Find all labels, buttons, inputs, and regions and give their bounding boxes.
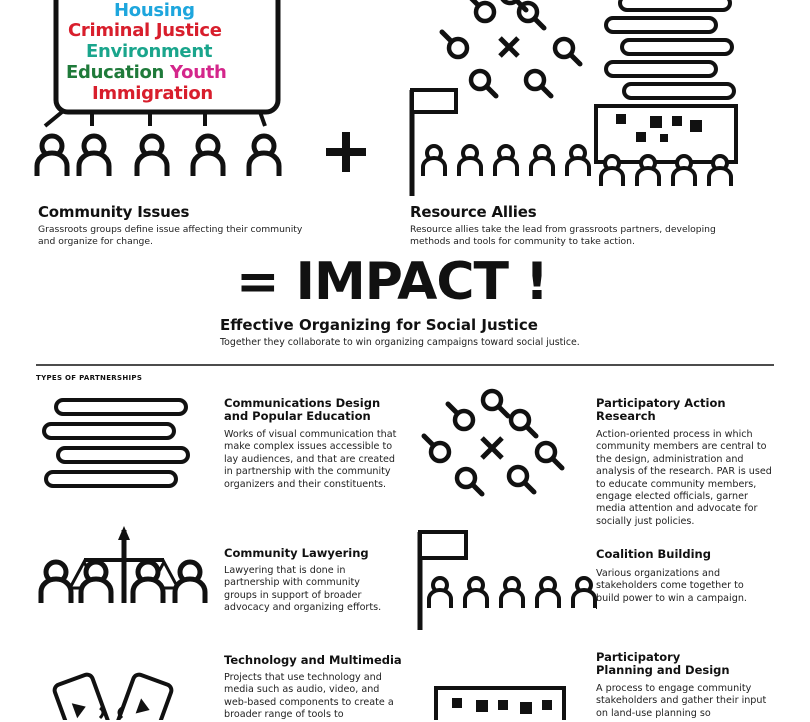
issue-immigration [92,85,213,103]
issue-label: Youth [170,62,227,83]
community-group-icon [32,136,282,196]
issue-label: Criminal Justice [68,20,222,41]
issue-criminal-justice [68,22,222,40]
coalition-group-icon [420,532,596,630]
partnership-desc-planning: A process to engage community stakeholders and gather their input on land-use planning so [596,683,767,719]
speech-bubbles-icon [606,0,734,98]
community-issues-desc: Grassroots groups define issue affecting their community and organize for change. [38,224,303,247]
issue-housing [114,2,195,20]
issue-education-youth [66,64,227,82]
partnership-desc-comm-design: Works of visual communication that make complex issues accessible to lay audiences, and that are created in partnership with the community organizers and their constituents. [224,429,397,490]
impact-subtitle: Effective Organizing for Social Justice [220,316,538,334]
section-label: TYPES OF PARTNERSHIPS [36,374,143,382]
issue-label: Housing [114,0,195,21]
planning-design-icon [436,688,564,720]
partnership-desc-coalition: Various organizations and stakeholders come together to build power to win a campaign. [596,568,747,604]
partnership-title-coalition: Coalition Building [596,547,711,561]
partnership-desc-par: Action-oriented process in which community members are central to the design, administration and analysis of the research. PAR is used to educate community members, engage elected officials, garner media attention and advocate for socially just policies. [596,429,772,527]
issue-environment [86,43,212,61]
issue-label: Immigration [92,83,213,104]
issue-label: Education [66,62,165,83]
impact-headline: = IMPACT ! [236,252,548,312]
coalition-flag-icon [412,90,593,198]
resource-allies-title: Resource Allies [410,203,537,221]
plus-icon [326,132,366,172]
partnership-title-planning: Participatory Planning and Design [596,650,730,677]
partnership-title-lawyering: Community Lawyering [224,546,369,560]
resource-allies-desc: Resource allies take the lead from grassroots partners, developing methods and tools for community to take action. [410,224,716,247]
planning-table-icon [596,106,741,200]
phones-multimedia-icon [53,673,173,720]
lawyering-scales-icon [36,526,211,623]
partnership-desc-technology: Projects that use technology and media such as audio, video, and web-based components to create a broader range of tools to [224,672,394,721]
partnership-title-par: Participatory Action Research [596,396,726,423]
par-magnifier-icon [424,391,562,494]
issue-label: Environment [86,41,213,62]
impact-desc: Together they collaborate to win organizing campaigns toward social justice. [220,337,580,348]
research-magnifier-icon [442,0,580,96]
comm-design-bubbles-icon [44,400,188,486]
community-issues-title: Community Issues [38,203,190,221]
partnership-title-technology: Technology and Multimedia [224,653,402,667]
partnership-desc-lawyering: Lawyering that is done in partnership with community groups in support of broader advocacy and organizing efforts. [224,565,382,614]
partnership-title-comm-design: Communications Design and Popular Education [224,396,381,423]
